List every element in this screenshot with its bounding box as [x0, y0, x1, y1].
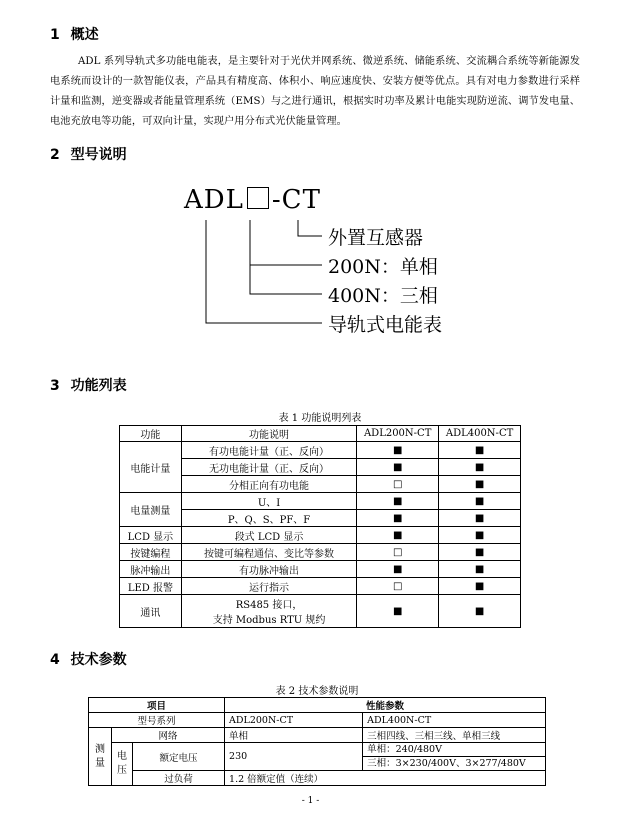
section-4-heading [50, 649, 127, 669]
value-cell: 单相 [225, 728, 363, 743]
table-2-caption: 表 2 技术参数说明 [275, 686, 359, 697]
mark-cell: ■ [357, 595, 439, 628]
header-cell: 功能说明 [181, 426, 356, 442]
section-title: 概述 [70, 27, 99, 43]
section-title: 技术参数 [70, 652, 127, 668]
mark-cell: □ [357, 578, 439, 595]
desc-cell: 有功脉冲输出 [181, 561, 356, 578]
section-number: 4 [50, 652, 60, 668]
mark-cell: ■ [439, 442, 521, 459]
model-line-4: 导轨式电能表 [328, 314, 443, 336]
spec-table [88, 697, 546, 786]
mark-cell: ■ [439, 527, 521, 544]
mark-cell: ■ [439, 561, 521, 578]
model-line-3: 400N：三相 [328, 285, 438, 307]
intro-paragraph: ADL 系列导轨式多功能电能表，是主要针对于光伏并网系统、微逆系统、储能系统、交流耦合系统等新能源发电系统而设计的一款智能仪表，产品具有精度高、体积小、响应速度快、安装方便等优点。具有对电力参数进行采样计量和监测，逆变器或者能量管理系统（EMS）与之进行通讯，根据实时功率及累计电能实现防逆流、调节发电量、电池充放电等功能，可双向计量，实现户用分布式光伏能量管理。 [50, 56, 580, 127]
mark-cell: ■ [439, 493, 521, 510]
value-cell: 230 [225, 743, 363, 771]
model-line-1: 外置互感器 [328, 227, 424, 249]
value-line: 三相：3×230/400V、3×277/480V [367, 758, 526, 769]
section-title: 型号说明 [70, 147, 127, 163]
group-cell: LED 报警 [120, 578, 182, 595]
desc-cell [181, 595, 356, 628]
header-cell: 性能参数 [225, 698, 546, 713]
function-table [119, 425, 521, 628]
model-line-2: 200N：单相 [328, 256, 438, 278]
table-row [89, 713, 546, 728]
section-number: 3 [50, 378, 60, 394]
group-cell: 电能计量 [120, 442, 182, 493]
table-row [120, 493, 521, 510]
header-cell: 项目 [89, 698, 225, 713]
mark-cell: ■ [439, 510, 521, 527]
group-cell: 电量测量 [120, 493, 182, 527]
table-row [120, 527, 521, 544]
label-cell: 网络 [111, 728, 224, 743]
value-line: 单相：240/480V [363, 743, 545, 757]
mark-cell: □ [357, 476, 439, 493]
section-number: 2 [50, 147, 60, 163]
value-cell: ADL400N-CT [363, 713, 546, 728]
mark-cell: ■ [357, 527, 439, 544]
desc-cell: 段式 LCD 显示 [181, 527, 356, 544]
mark-cell: ■ [439, 476, 521, 493]
mark-cell: ■ [439, 595, 521, 628]
table-row [120, 442, 521, 459]
mark-cell: ■ [357, 561, 439, 578]
section-3-heading [50, 375, 127, 395]
value-cell: 1.2 倍额定值（连续） [225, 771, 546, 786]
desc-cell: 按键可编程通信、变比等参数 [181, 544, 356, 561]
header-cell: ADL400N-CT [439, 426, 521, 442]
group-cell: 按键编程 [120, 544, 182, 561]
label-cell: 过负荷 [132, 771, 224, 786]
mark-cell: ■ [357, 493, 439, 510]
mark-cell: ■ [357, 510, 439, 527]
table-row [89, 728, 546, 743]
header-cell: 功能 [120, 426, 182, 442]
section-title: 功能列表 [70, 378, 127, 394]
model-prefix: ADL [184, 185, 244, 215]
table-header-row [89, 698, 546, 713]
desc-cell: 分相正向有功电能 [181, 476, 356, 493]
mark-cell: ■ [439, 544, 521, 561]
group-cell: LCD 显示 [120, 527, 182, 544]
table-row [120, 578, 521, 595]
model-suffix: -CT [271, 185, 321, 215]
section-number: 1 [50, 27, 60, 43]
table-row [120, 544, 521, 561]
header-cell: ADL200N-CT [357, 426, 439, 442]
desc-cell: U、I [181, 493, 356, 510]
mark-cell: ■ [439, 459, 521, 476]
table-row [120, 595, 521, 628]
mark-cell: ■ [439, 578, 521, 595]
measure-label-cell: 测量 [89, 728, 112, 786]
mark-cell: □ [357, 544, 439, 561]
label-cell: 额定电压 [132, 743, 224, 771]
table-row [89, 743, 546, 771]
table-row [89, 771, 546, 786]
desc-line: RS485 接口， [235, 600, 303, 611]
table-header-row [120, 426, 521, 442]
table-1-caption: 表 1 功能说明列表 [278, 413, 362, 424]
desc-cell: 无功电能计量（正、反向） [181, 459, 356, 476]
desc-line: 支持 Modbus RTU 规约 [212, 615, 326, 626]
group-cell: 通讯 [120, 595, 182, 628]
table-row [120, 561, 521, 578]
value-cell [363, 743, 546, 771]
desc-cell: 有功电能计量（正、反向） [181, 442, 356, 459]
value-cell: 三相四线、三相三线、单相三线 [363, 728, 546, 743]
page-number: - 1 - [301, 796, 320, 806]
voltage-label-cell: 电压 [111, 743, 132, 786]
value-cell: ADL200N-CT [225, 713, 363, 728]
desc-cell: 运行指示 [181, 578, 356, 595]
group-cell: 脉冲输出 [120, 561, 182, 578]
mark-cell: ■ [357, 442, 439, 459]
desc-cell: P、Q、S、PF、F [181, 510, 356, 527]
mark-cell: ■ [357, 459, 439, 476]
label-cell: 型号系列 [89, 713, 225, 728]
